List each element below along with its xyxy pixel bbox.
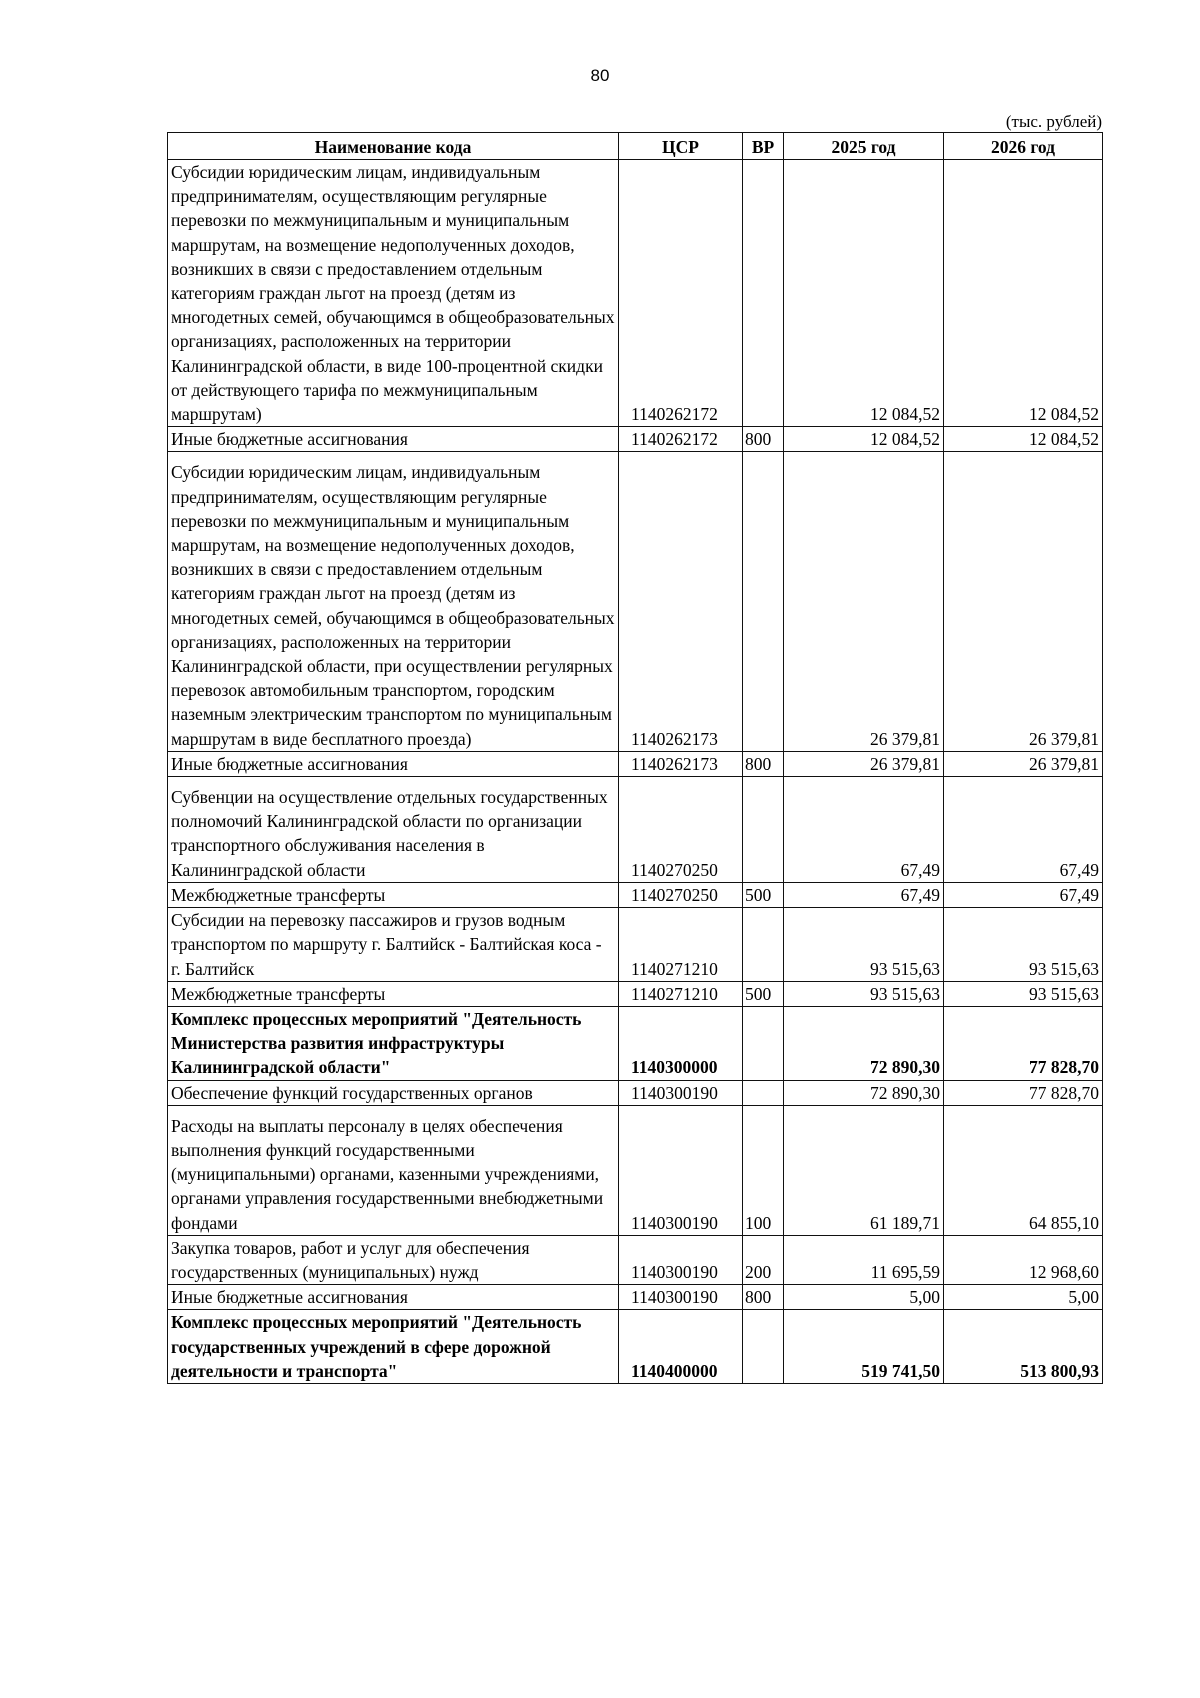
row-2026: 513 800,93 (944, 1310, 1103, 1384)
header-2025: 2025 год (784, 133, 944, 160)
header-2026: 2026 год (944, 133, 1103, 160)
row-name: Межбюджетные трансферты (168, 882, 619, 907)
row-csr: 1140262173 (619, 751, 743, 776)
row-2026: 93 515,63 (944, 908, 1103, 982)
row-vr: 500 (743, 882, 784, 907)
row-name: Межбюджетные трансферты (168, 981, 619, 1006)
table-row (168, 427, 1103, 452)
header-name: Наименование кода (168, 133, 619, 160)
row-name: Субсидии юридическим лицам, индивидуальным предпринимателям, осуществляющим регулярные перевозки по межмуниципальным и муниципальным маршрутам, на возмещение недополученных доходов, возникших в связи с предоставлением отдельным категориям граждан льгот на проезд (детям из многодетных семей, обучающимся в общеобразовательных организациях, расположенных на территории Калининградской области, в виде 100-процентной скидки от действующего тарифа по межмуниципальным маршрутам) (168, 160, 619, 427)
row-csr: 1140300190 (619, 1080, 743, 1105)
row-name: Комплекс процессных мероприятий "Деятельность Министерства развития инфраструктуры Калининградской области" (168, 1006, 619, 1080)
row-name: Расходы на выплаты персоналу в целях обеспечения выполнения функций государственными (муниципальными) органами, казенными учреждениями, органами управления государственными внебюджетными фондами (168, 1105, 619, 1235)
row-2025: 67,49 (784, 777, 944, 883)
table-row (168, 777, 1103, 883)
row-vr: 500 (743, 981, 784, 1006)
row-vr: 200 (743, 1235, 784, 1284)
row-2025: 26 379,81 (784, 452, 944, 751)
row-csr: 1140271210 (619, 981, 743, 1006)
row-2025: 26 379,81 (784, 751, 944, 776)
row-2026: 67,49 (944, 882, 1103, 907)
row-2025: 12 084,52 (784, 160, 944, 427)
row-name: Иные бюджетные ассигнования (168, 1285, 619, 1310)
row-vr (743, 452, 784, 751)
units-note: (тыс. рублей) (1005, 112, 1102, 131)
row-csr: 1140270250 (619, 777, 743, 883)
row-vr: 800 (743, 1285, 784, 1310)
row-2025: 61 189,71 (784, 1105, 944, 1235)
row-name: Закупка товаров, работ и услуг для обеспечения государственных (муниципальных) нужд (168, 1235, 619, 1284)
row-2026: 67,49 (944, 777, 1103, 883)
table-row (168, 1285, 1103, 1310)
row-name: Субвенции на осуществление отдельных государственных полномочий Калининградской области по организации транспортного обслуживания населения в Калининградской области (168, 777, 619, 883)
header-csr: ЦСР (619, 133, 743, 160)
table-row (168, 751, 1103, 776)
table-row (168, 1235, 1103, 1284)
row-2026: 77 828,70 (944, 1006, 1103, 1080)
row-2026: 93 515,63 (944, 981, 1103, 1006)
row-2026: 64 855,10 (944, 1105, 1103, 1235)
row-name: Субсидии на перевозку пассажиров и грузов водным транспортом по маршруту г. Балтийск - Балтийская коса - г. Балтийск (168, 908, 619, 982)
table-row (168, 1105, 1103, 1235)
row-2026: 5,00 (944, 1285, 1103, 1310)
row-vr (743, 160, 784, 427)
row-2026: 26 379,81 (944, 751, 1103, 776)
row-csr: 1140300190 (619, 1235, 743, 1284)
row-vr (743, 1310, 784, 1384)
table-row (168, 1310, 1103, 1384)
row-2025: 5,00 (784, 1285, 944, 1310)
row-name: Комплекс процессных мероприятий "Деятельность государственных учреждений в сфере дорожной деятельности и транспорта" (168, 1310, 619, 1384)
row-2026: 12 084,52 (944, 427, 1103, 452)
row-csr: 1140400000 (619, 1310, 743, 1384)
row-vr (743, 777, 784, 883)
row-csr: 1140262172 (619, 160, 743, 427)
budget-table (167, 132, 1103, 1384)
row-2026: 12 968,60 (944, 1235, 1103, 1284)
row-vr (743, 1080, 784, 1105)
header-row (168, 133, 1103, 160)
row-2025: 12 084,52 (784, 427, 944, 452)
row-csr: 1140300190 (619, 1285, 743, 1310)
row-2025: 93 515,63 (784, 981, 944, 1006)
row-vr: 100 (743, 1105, 784, 1235)
row-2025: 72 890,30 (784, 1080, 944, 1105)
row-2026: 26 379,81 (944, 452, 1103, 751)
row-csr: 1140271210 (619, 908, 743, 982)
page-number: 80 (590, 66, 610, 85)
row-2025: 93 515,63 (784, 908, 944, 982)
table-row (168, 1080, 1103, 1105)
row-2025: 11 695,59 (784, 1235, 944, 1284)
row-csr: 1140262173 (619, 452, 743, 751)
table-row (168, 452, 1103, 751)
row-2025: 519 741,50 (784, 1310, 944, 1384)
table-row (168, 882, 1103, 907)
table-row (168, 1006, 1103, 1080)
row-csr: 1140262172 (619, 427, 743, 452)
row-csr: 1140300190 (619, 1105, 743, 1235)
table-row (168, 981, 1103, 1006)
row-name: Субсидии юридическим лицам, индивидуальным предпринимателям, осуществляющим регулярные перевозки по межмуниципальным и муниципальным маршрутам, на возмещение недополученных доходов, возникших в связи с предоставлением отдельным категориям граждан льгот на проезд (детям из многодетных семей, обучающимся в общеобразовательных организациях, расположенных на территории Калининградской области, при осуществлении регулярных перевозок автомобильным транспортом, городским наземным электрическим транспортом по муниципальным маршрутам в виде бесплатного проезда) (168, 452, 619, 751)
row-vr (743, 908, 784, 982)
row-csr: 1140300000 (619, 1006, 743, 1080)
row-2025: 72 890,30 (784, 1006, 944, 1080)
row-name: Иные бюджетные ассигнования (168, 427, 619, 452)
row-2025: 67,49 (784, 882, 944, 907)
row-name: Иные бюджетные ассигнования (168, 751, 619, 776)
header-vr: ВР (743, 133, 784, 160)
row-2026: 12 084,52 (944, 160, 1103, 427)
row-name: Обеспечение функций государственных органов (168, 1080, 619, 1105)
table-row (168, 908, 1103, 982)
row-vr: 800 (743, 427, 784, 452)
table-row (168, 160, 1103, 427)
row-vr: 800 (743, 751, 784, 776)
row-2026: 77 828,70 (944, 1080, 1103, 1105)
row-vr (743, 1006, 784, 1080)
row-csr: 1140270250 (619, 882, 743, 907)
